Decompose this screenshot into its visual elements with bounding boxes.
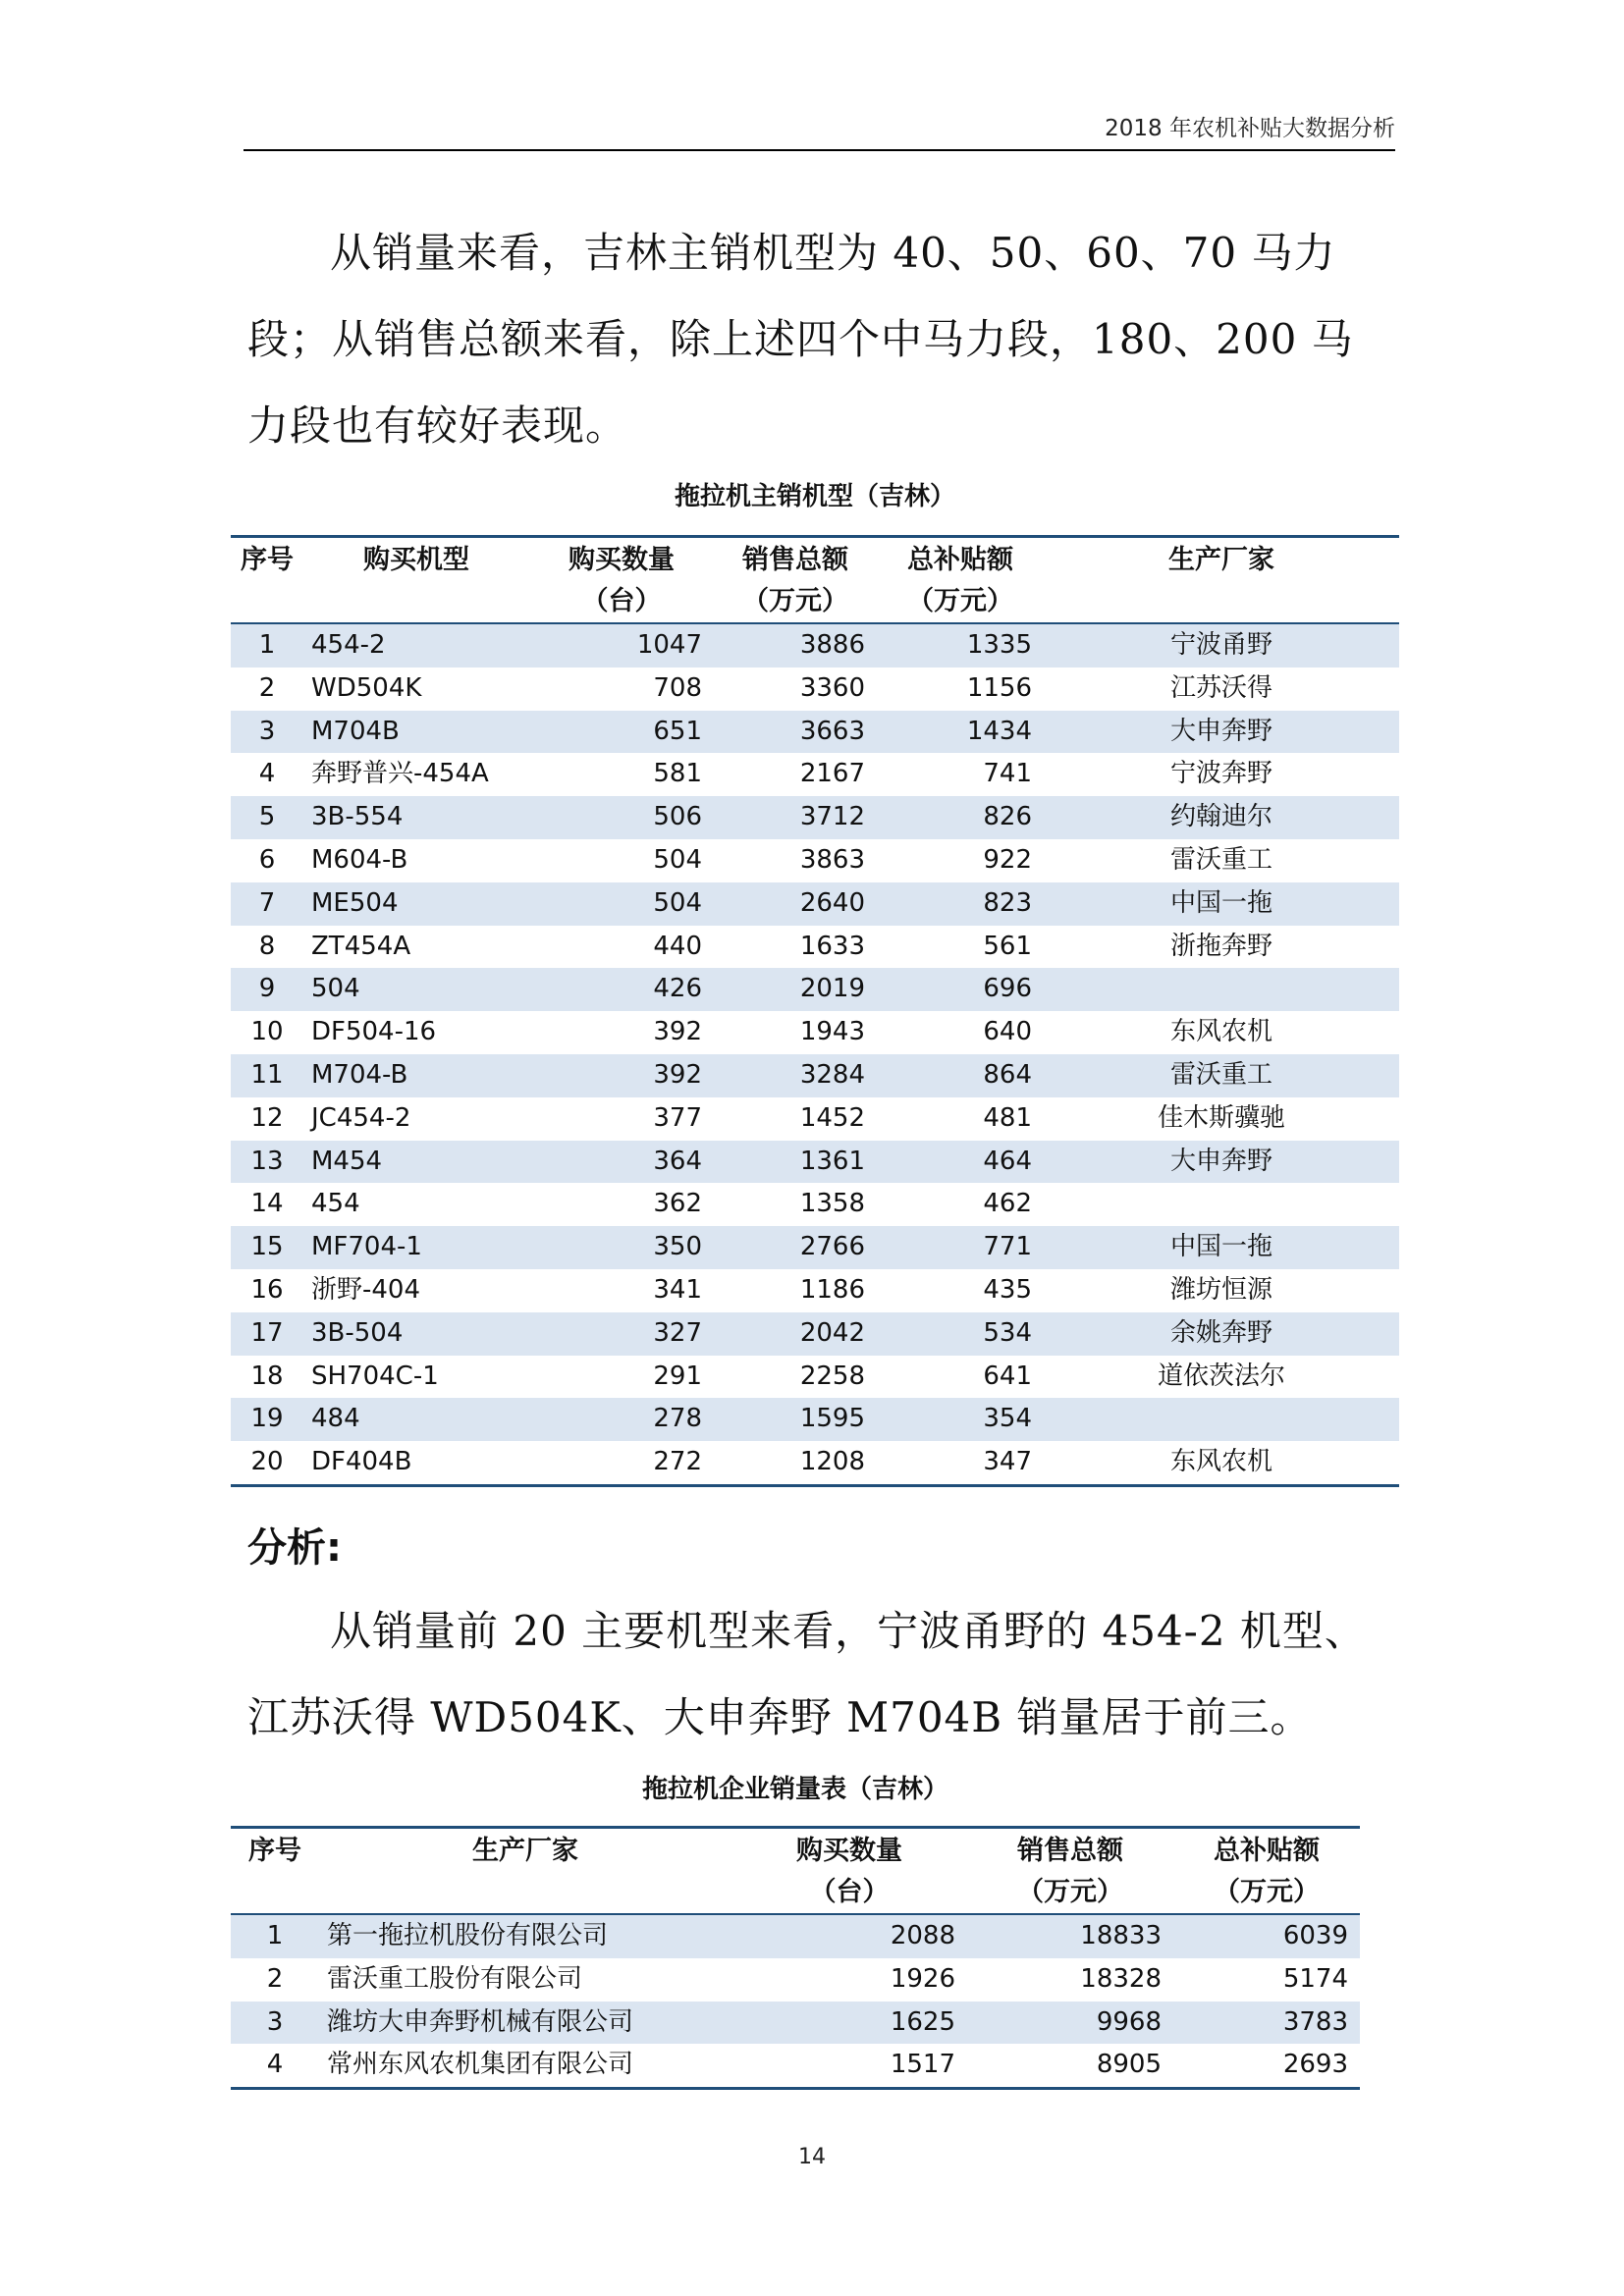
table1-row-quantity: 581 [653, 759, 702, 789]
table2-row-index: 1 [231, 1914, 319, 1958]
table2-row-manufacturer: 常州东风农机集团有限公司 [327, 2050, 634, 2080]
table1-row-sales: 1595 [714, 1398, 877, 1441]
table1-row-index: 15 [231, 1226, 303, 1269]
table1-row-manufacturer: 大申奔野 [1044, 1141, 1399, 1184]
table1-row-subsidy: 435 [983, 1274, 1032, 1305]
table1-row-sales: 1452 [799, 1102, 865, 1133]
intro-text: 从销量来看，吉林主销机型为 40、50、60、70 马力段；从销售总额来看，除上述四个中马力段，180、200 马力段也有较好表现。 [247, 229, 1354, 450]
table-row [231, 1441, 1399, 1485]
table1-row-index: 14 [250, 1189, 284, 1219]
table2-row-subsidy: 2693 [1282, 2050, 1348, 2080]
table1-row-quantity: 1047 [529, 623, 714, 667]
table-row [231, 1914, 1360, 1958]
table1-row-sales: 2258 [799, 1361, 865, 1391]
table2-row-sales: 18833 [967, 1914, 1173, 1958]
table-row [231, 667, 1399, 711]
intro-paragraph [247, 210, 1392, 469]
table1-row-subsidy: 641 [983, 1361, 1032, 1391]
table2-row-index: 4 [266, 2050, 284, 2080]
table2-row-subsidy: 6039 [1173, 1914, 1360, 1958]
header-rule [244, 149, 1395, 151]
table1-row-quantity: 278 [529, 1398, 714, 1441]
table2-row-quantity: 1625 [731, 2002, 967, 2045]
table1-row-index: 2 [258, 672, 276, 703]
table1-row-subsidy: 823 [877, 882, 1044, 926]
table1-row-index: 6 [258, 844, 276, 875]
table1-col-manufacturer: 生产厂家 [1044, 537, 1399, 624]
table1-row-model: DF504-16 [311, 1017, 437, 1047]
table2-row-manufacturer: 潍坊大申奔野机械有限公司 [319, 2002, 731, 2045]
table-row [231, 1097, 1399, 1141]
table1-row-model: 奔野普兴-454A [311, 759, 489, 789]
table-row [231, 1141, 1399, 1184]
table2-row-manufacturer: 雷沃重工股份有限公司 [327, 1963, 583, 1994]
table-row [231, 2044, 1360, 2088]
table-row [231, 1269, 1399, 1312]
table1-row-model: ME504 [303, 882, 529, 926]
table1-row-model: 504 [303, 968, 529, 1011]
table2-col-manufacturer: 生产厂家 [319, 1828, 731, 1915]
table2-col-sales: 销售总额 （万元） [967, 1828, 1173, 1915]
table1-row-manufacturer [1044, 1183, 1399, 1226]
table1-row-index: 11 [231, 1054, 303, 1097]
table1-row-subsidy: 696 [877, 968, 1044, 1011]
table1-row-manufacturer: 约翰迪尔 [1044, 796, 1399, 839]
analysis-paragraph [247, 1588, 1392, 1761]
table-row [231, 1054, 1399, 1097]
table2-col-subsidy: 总补贴额 （万元） [1173, 1828, 1360, 1915]
table1-row-quantity: 651 [529, 711, 714, 754]
table1-title: 拖拉机主销机型（吉林） [674, 482, 955, 511]
table2-row-sales: 9968 [967, 2002, 1173, 2045]
table1-row-index: 5 [231, 796, 303, 839]
table2-row-quantity: 1517 [890, 2050, 955, 2080]
table1-col-model: 购买机型 [303, 537, 529, 624]
table1-row-manufacturer: 浙拖奔野 [1169, 931, 1272, 961]
page-number: 14 [798, 2145, 826, 2169]
table1-row-sales: 1208 [799, 1447, 865, 1477]
table1-row-sales: 3284 [714, 1054, 877, 1097]
table1-row-index: 17 [231, 1312, 303, 1356]
table1-row-manufacturer: 宁波甬野 [1044, 623, 1399, 667]
table2-manufacturers [231, 1826, 1360, 2090]
table1-row-index: 4 [258, 759, 276, 789]
table1-row-sales: 1943 [799, 1017, 865, 1047]
table1-row-sales: 3712 [714, 796, 877, 839]
table1-row-index: 9 [231, 968, 303, 1011]
running-header: 2018 年农机补贴大数据分析 [1105, 116, 1395, 141]
table1-row-index: 7 [231, 882, 303, 926]
table1-row-model: 454 [311, 1189, 360, 1219]
table1-row-quantity: 350 [529, 1226, 714, 1269]
table1-row-quantity: 426 [529, 968, 714, 1011]
table1-row-manufacturer: 佳木斯骥驰 [1157, 1102, 1285, 1133]
table1-row-quantity: 341 [653, 1274, 702, 1305]
analysis-text: 从销量前 20 主要机型来看，宁波甬野的 454-2 机型、江苏沃得 WD504K、大申奔野 M704B 销量居于前三。 [247, 1607, 1367, 1741]
table1-row-model: M454 [303, 1141, 529, 1184]
table-row [231, 796, 1399, 839]
table1-row-quantity: 362 [653, 1189, 702, 1219]
table1-row-index: 12 [250, 1102, 284, 1133]
table2-header-row [231, 1828, 1360, 1915]
table1-row-model: JC454-2 [311, 1102, 411, 1133]
table1-row-manufacturer: 道依茨法尔 [1157, 1361, 1285, 1391]
table-row [231, 1312, 1399, 1356]
table1-row-subsidy: 561 [983, 931, 1032, 961]
table2-row-quantity: 1926 [890, 1963, 955, 1994]
table1-row-manufacturer [1044, 968, 1399, 1011]
table2-col-index: 序号 [231, 1828, 319, 1915]
table1-row-sales: 1633 [799, 931, 865, 961]
table1-row-model: 3B-554 [303, 796, 529, 839]
table1-row-manufacturer: 雷沃重工 [1044, 1054, 1399, 1097]
table1-row-model: 浙野-404 [311, 1274, 421, 1305]
table-row [231, 968, 1399, 1011]
table1-row-quantity: 364 [529, 1141, 714, 1184]
table-row [231, 711, 1399, 754]
table1-row-index: 19 [231, 1398, 303, 1441]
table1-row-sales: 3663 [714, 711, 877, 754]
table2-row-index: 3 [231, 2002, 319, 2045]
table-row [231, 623, 1399, 667]
table2-row-manufacturer: 第一拖拉机股份有限公司 [319, 1914, 731, 1958]
table-row [231, 1226, 1399, 1269]
table1-row-sales: 2019 [714, 968, 877, 1011]
table1-row-index: 1 [231, 623, 303, 667]
table1-row-subsidy: 771 [877, 1226, 1044, 1269]
table2-row-quantity: 2088 [731, 1914, 967, 1958]
table1-row-sales: 2766 [714, 1226, 877, 1269]
table1-row-index: 3 [231, 711, 303, 754]
table-row [231, 1398, 1399, 1441]
table1-row-model: MF704-1 [303, 1226, 529, 1269]
table1-row-index: 13 [231, 1141, 303, 1184]
analysis-label: 分析: [247, 1525, 342, 1571]
table2-row-subsidy: 3783 [1173, 2002, 1360, 2045]
table1-row-subsidy: 864 [877, 1054, 1044, 1097]
table1-row-manufacturer: 大申奔野 [1044, 711, 1399, 754]
table1-row-subsidy: 347 [983, 1447, 1032, 1477]
table1-row-quantity: 392 [653, 1017, 702, 1047]
table1-row-quantity: 392 [529, 1054, 714, 1097]
table-row [231, 1356, 1399, 1399]
table1-row-sales: 2167 [799, 759, 865, 789]
table1-row-model: M604-B [311, 844, 408, 875]
table1-row-index: 16 [250, 1274, 284, 1305]
table1-row-quantity: 504 [653, 844, 702, 875]
table1-row-manufacturer: 东风农机 [1169, 1017, 1272, 1047]
table1-row-quantity: 504 [529, 882, 714, 926]
table1-row-subsidy: 826 [877, 796, 1044, 839]
table2-title: 拖拉机企业销量表（吉林） [641, 1775, 948, 1804]
table1-row-sales: 2042 [714, 1312, 877, 1356]
table-row [231, 2002, 1360, 2045]
table1-row-quantity: 272 [653, 1447, 702, 1477]
table2-row-sales: 18328 [1080, 1963, 1162, 1994]
table1-row-subsidy: 741 [983, 759, 1032, 789]
table-row [231, 839, 1399, 882]
table-row [231, 882, 1399, 926]
table1-row-subsidy: 534 [877, 1312, 1044, 1356]
table1-row-model: SH704C-1 [311, 1361, 439, 1391]
table1-row-index: 8 [258, 931, 276, 961]
table1-row-quantity: 708 [653, 672, 702, 703]
table1-row-sales: 3360 [799, 672, 865, 703]
table1-row-sales: 1361 [714, 1141, 877, 1184]
table1-body [231, 623, 1399, 1485]
table1-row-subsidy: 464 [877, 1141, 1044, 1184]
table1-header-row [231, 537, 1399, 624]
table1-row-sales: 1186 [799, 1274, 865, 1305]
table1-row-manufacturer [1044, 1398, 1399, 1441]
table1-row-subsidy: 640 [983, 1017, 1032, 1047]
table1-row-subsidy: 354 [877, 1398, 1044, 1441]
table1-row-model: ZT454A [311, 931, 411, 961]
table1-row-manufacturer: 中国一拖 [1044, 882, 1399, 926]
table1-col-index: 序号 [231, 537, 303, 624]
table1-row-subsidy: 1434 [877, 711, 1044, 754]
table-row [231, 926, 1399, 969]
table1-col-subsidy: 总补贴额 （万元） [877, 537, 1044, 624]
table1-row-subsidy: 1335 [877, 623, 1044, 667]
table1-row-manufacturer: 东风农机 [1169, 1447, 1272, 1477]
table1-row-model: M704-B [303, 1054, 529, 1097]
table1-row-manufacturer: 余姚奔野 [1044, 1312, 1399, 1356]
table1-row-quantity: 377 [653, 1102, 702, 1133]
table1-row-model: M704B [303, 711, 529, 754]
table1-row-manufacturer: 宁波奔野 [1169, 759, 1272, 789]
table1-row-subsidy: 1156 [966, 672, 1032, 703]
table1-row-model: 454-2 [303, 623, 529, 667]
table1-row-manufacturer: 潍坊恒源 [1169, 1274, 1272, 1305]
table1-row-quantity: 506 [529, 796, 714, 839]
table1-main-models [231, 535, 1399, 1487]
table2-row-sales: 8905 [1096, 2050, 1162, 2080]
table1-row-manufacturer: 江苏沃得 [1169, 672, 1272, 703]
table2-row-index: 2 [266, 1963, 284, 1994]
table1-row-quantity: 440 [653, 931, 702, 961]
table1-row-quantity: 291 [653, 1361, 702, 1391]
table1-col-quantity: 购买数量 （台） [529, 537, 714, 624]
table1-row-model: WD504K [311, 672, 422, 703]
table1-row-subsidy: 481 [983, 1102, 1032, 1133]
table-row [231, 1011, 1399, 1054]
table1-row-sales: 2640 [714, 882, 877, 926]
table1-row-index: 10 [250, 1017, 284, 1047]
table1-row-sales: 1358 [799, 1189, 865, 1219]
table-row [231, 753, 1399, 796]
table1-row-subsidy: 922 [983, 844, 1032, 875]
table2-row-subsidy: 5174 [1282, 1963, 1348, 1994]
table1-col-sales: 销售总额 （万元） [714, 537, 877, 624]
table1-row-sales: 3863 [799, 844, 865, 875]
table1-row-sales: 3886 [714, 623, 877, 667]
table1-row-subsidy: 462 [983, 1189, 1032, 1219]
table1-row-quantity: 327 [529, 1312, 714, 1356]
table-row [231, 1183, 1399, 1226]
table1-row-model: 3B-504 [303, 1312, 529, 1356]
table1-row-index: 18 [250, 1361, 284, 1391]
table2-body [231, 1914, 1360, 2089]
table1-row-manufacturer: 中国一拖 [1044, 1226, 1399, 1269]
table1-row-model: 484 [303, 1398, 529, 1441]
table-row [231, 1958, 1360, 2002]
table1-row-index: 20 [250, 1447, 284, 1477]
table2-col-quantity: 购买数量 （台） [731, 1828, 967, 1915]
table1-row-model: DF404B [311, 1447, 412, 1477]
table1-row-manufacturer: 雷沃重工 [1169, 844, 1272, 875]
